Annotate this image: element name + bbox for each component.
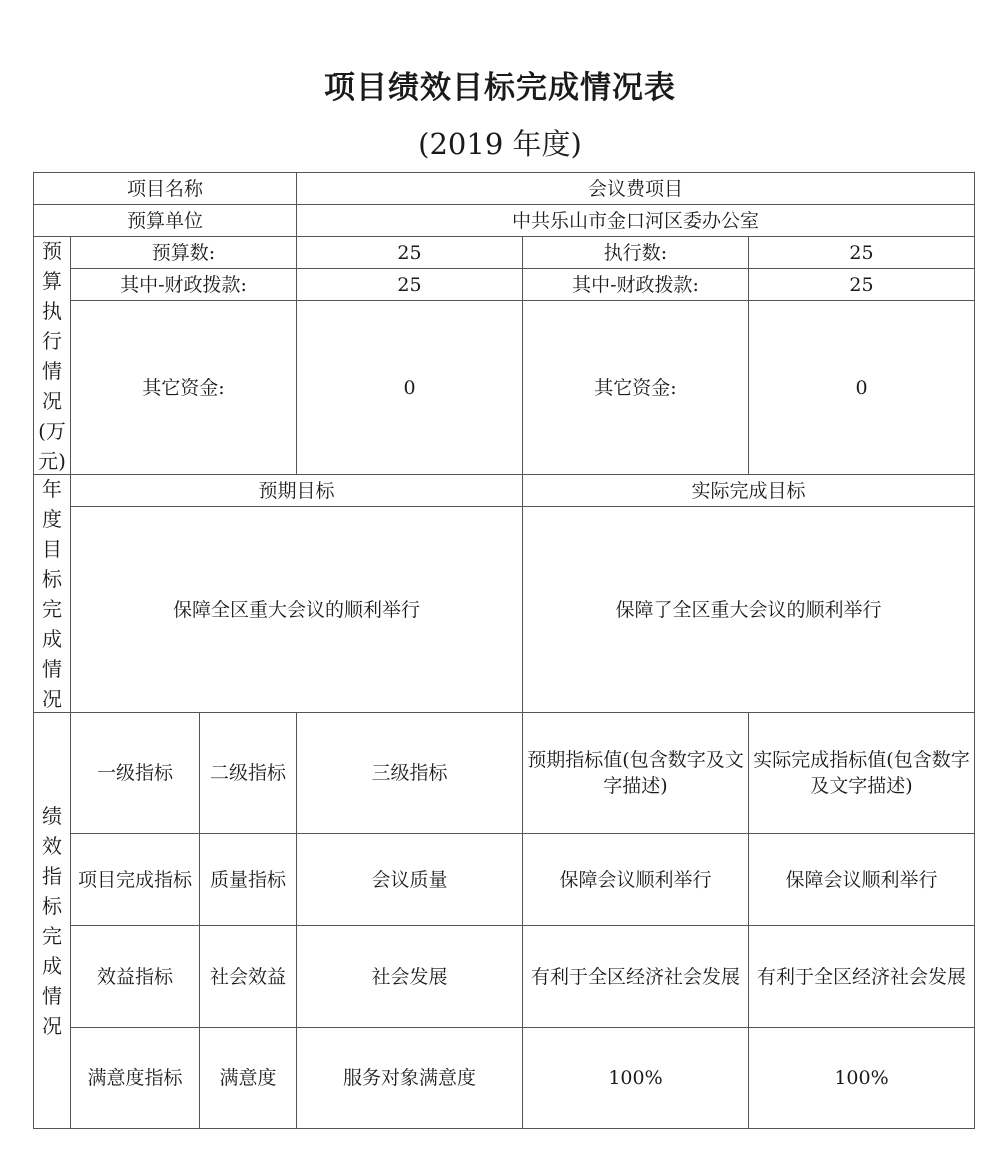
table-row-cell: 100%: [748, 1027, 975, 1129]
exec-amount-label: 执行数:: [522, 236, 749, 269]
budget-section-label: [33, 236, 71, 475]
fiscal-label-left: 其中-财政拨款:: [70, 268, 297, 301]
vertical-label-char: 绩: [42, 803, 62, 828]
budget-unit-value: 中共乐山市金口河区委办公室: [296, 204, 975, 237]
table-row-cell: 质量指标: [199, 833, 297, 926]
header-level1: 一级指标: [70, 712, 200, 834]
table-row-cell: 会议质量: [296, 833, 523, 926]
other-funds-label-left: 其它资金:: [70, 300, 297, 475]
vertical-label-char: 预: [42, 238, 62, 263]
performance-section-label: [33, 712, 71, 1129]
vertical-label-char: 情: [42, 983, 62, 1008]
table-row-cell: 效益指标: [70, 925, 200, 1028]
vertical-label-char: 效: [42, 833, 62, 858]
vertical-label-char: 况: [42, 1013, 62, 1038]
performance-table: [33, 172, 975, 1129]
table-row-cell: 社会发展: [296, 925, 523, 1028]
table-row-cell: 有利于全区经济社会发展: [748, 925, 975, 1028]
expected-goal-header: 预期目标: [70, 474, 523, 507]
fiscal-value-left: 25: [296, 268, 523, 301]
other-funds-label-right: 其它资金:: [522, 300, 749, 475]
project-name-label: 项目名称: [33, 172, 297, 205]
expected-goal-value: 保障全区重大会议的顺利举行: [70, 506, 523, 713]
budget-unit-label: 预算单位: [33, 204, 297, 237]
actual-goal-header: 实际完成目标: [522, 474, 975, 507]
header-level2: 二级指标: [199, 712, 297, 834]
annual-section-label: [33, 474, 71, 713]
table-row-cell: 保障会议顺利举行: [522, 833, 749, 926]
fiscal-value-right: 25: [748, 268, 975, 301]
header-expected-value: 预期指标值(包含数字及文字描述): [522, 712, 749, 834]
exec-amount-value: 25: [748, 236, 975, 269]
table-row-cell: 服务对象满意度: [296, 1027, 523, 1129]
table-row-cell: 有利于全区经济社会发展: [522, 925, 749, 1028]
vertical-label-char: 情: [42, 656, 62, 681]
vertical-label-char: 情: [42, 358, 62, 383]
table-row-cell: 满意度指标: [70, 1027, 200, 1129]
vertical-label-char: 完: [42, 923, 62, 948]
other-funds-value-right: 0: [748, 300, 975, 475]
table-row-cell: 项目完成指标: [70, 833, 200, 926]
header-actual-value: 实际完成指标值(包含数字及文字描述): [748, 712, 975, 834]
vertical-label-char: 成: [42, 953, 62, 978]
table-row-cell: 满意度: [199, 1027, 297, 1129]
vertical-label-char: 标: [42, 566, 62, 591]
vertical-label-char: 况: [42, 388, 62, 413]
actual-goal-value: 保障了全区重大会议的顺利举行: [522, 506, 975, 713]
vertical-label-char: 完: [42, 596, 62, 621]
vertical-label-char: 指: [42, 863, 62, 888]
page-subtitle: (2019 年度): [418, 127, 582, 161]
vertical-label-char: 执: [42, 298, 62, 323]
vertical-label-char: 年: [42, 476, 62, 501]
vertical-label-char: 元): [38, 448, 66, 473]
vertical-label-char: 算: [42, 268, 62, 293]
page-title: 项目绩效目标完成情况表: [324, 70, 676, 106]
budget-amount-label: 预算数:: [70, 236, 297, 269]
project-name-value: 会议费项目: [296, 172, 975, 205]
table-row-cell: 社会效益: [199, 925, 297, 1028]
vertical-label-char: 标: [42, 893, 62, 918]
table-row-cell: 保障会议顺利举行: [748, 833, 975, 926]
vertical-label-char: (万: [38, 418, 66, 443]
vertical-label-char: 况: [42, 686, 62, 711]
other-funds-value-left: 0: [296, 300, 523, 475]
table-row-cell: 100%: [522, 1027, 749, 1129]
vertical-label-char: 成: [42, 626, 62, 651]
vertical-label-char: 目: [42, 536, 62, 561]
vertical-label-char: 度: [42, 506, 62, 531]
fiscal-label-right: 其中-财政拨款:: [522, 268, 749, 301]
budget-amount-value: 25: [296, 236, 523, 269]
header-level3: 三级指标: [296, 712, 523, 834]
vertical-label-char: 行: [42, 328, 62, 353]
